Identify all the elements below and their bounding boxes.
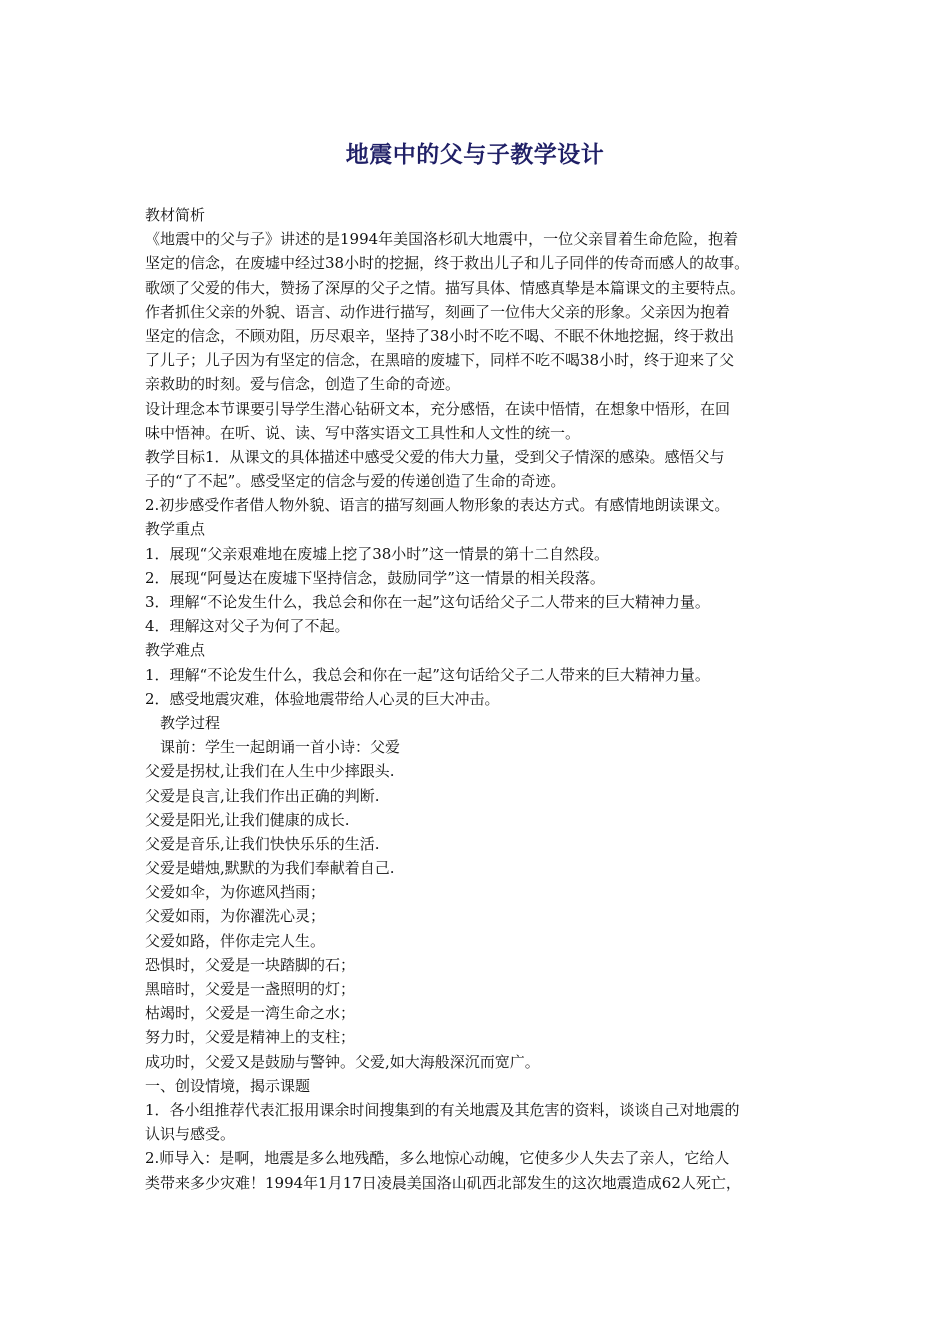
text-line: 父爱是拐杖,让我们在人生中少摔跟头.: [145, 762, 395, 781]
text-line: 作者抓住父亲的外貌、语言、动作进行描写，刻画了一位伟大父亲的形象。父亲因为抱着: [145, 302, 731, 321]
text-line: 了儿子；儿子因为有坚定的信念，在黑暗的废墟下，同样不吃不喝38小时，终于迎来了父: [145, 351, 735, 370]
text-line: 父爱如雨，为你濯洗心灵；: [145, 907, 326, 926]
text-line: 教学难点: [145, 641, 206, 660]
text-line: 教学目标1．从课文的具体描述中感受父爱的伟大力量，受到父子情深的感染。感悟父与: [145, 447, 725, 466]
text-line: 课前：学生一起朗诵一首小诗：父爱: [160, 738, 401, 757]
text-line: 枯竭时，父爱是一湾生命之水；: [145, 1004, 356, 1023]
text-line: 成功时，父爱又是鼓励与警钟。父爱,如大海般深沉而宽广。: [145, 1052, 540, 1071]
text-line: 1．展现“父亲艰难地在废墟上挖了38小时”这一情景的第十二自然段。: [145, 544, 609, 563]
text-line: 3．理解“不论发生什么，我总会和你在一起”这句话给父子二人带来的巨大精神力量。: [145, 593, 710, 611]
text-line: 父爱是音乐,让我们快快乐乐的生活.: [145, 834, 380, 853]
text-line: 教学过程: [160, 713, 221, 732]
text-line: 类带来多少灾难！1994年1月17日凌晨美国洛山矶西北部发生的这次地震造成62人死亡，: [145, 1173, 741, 1192]
text-line: 子的“了不起”。感受坚定的信念与爱的传递创造了生命的奇迹。: [145, 472, 566, 491]
text-line: 《地震中的父与子》讲述的是1994年美国洛杉矶大地震中，一位父亲冒着生命危险，抱着: [145, 230, 739, 249]
text-line: 1．理解“不论发生什么，我总会和你在一起”这句话给父子二人带来的巨大精神力量。: [145, 665, 710, 684]
text-line: 父爱是蜡烛,默默的为我们奉献着自己.: [145, 859, 395, 878]
text-line: 1．各小组推荐代表汇报用课余时间搜集到的有关地震及其危害的资料，谈谈自己对地震的: [145, 1100, 740, 1119]
text-line: 2.初步感受作者借人物外貌、语言的描写刻画人物形象的表达方式。有感情地朗读课文。: [145, 496, 730, 515]
text-line: 教学重点: [145, 520, 206, 539]
document-title: 地震中的父与子教学设计: [345, 142, 605, 168]
document-body: [145, 203, 817, 1195]
text-line: 教材简析: [145, 206, 206, 224]
text-line: 歌颂了父爱的伟大，赞扬了深厚的父子之情。描写具体、情感真挚是本篇课文的主要特点。: [145, 278, 746, 297]
text-line: 2．感受地震灾难，体验地震带给人心灵的巨大冲击。: [145, 689, 500, 708]
text-line: 认识与感受。: [145, 1125, 236, 1144]
text-line: 父爱是阳光,让我们健康的成长.: [145, 810, 350, 829]
text-line: 父爱如路，伴你走完人生。: [145, 931, 326, 950]
text-line: 一、创设情境，揭示课题: [145, 1076, 311, 1095]
text-line: 4．理解这对父子为何了不起。: [145, 617, 350, 636]
text-line: 坚定的信念，不顾劝阻，历尽艰辛，坚持了38小时不吃不喝、不眠不休地挖掘，终于救出: [145, 326, 735, 345]
text-line: 父爱如伞，为你遮风挡雨；: [145, 883, 326, 902]
text-line: 黑暗时，父爱是一盏照明的灯；: [145, 980, 356, 998]
text-line: 设计理念本节课要引导学生潜心钻研文本，充分感悟，在读中悟情，在想象中悟形，在回: [145, 399, 731, 418]
text-line: 2．展现“阿曼达在废墟下坚持信念，鼓励同学”这一情景的相关段落。: [145, 568, 605, 587]
text-line: 味中悟神。在听、说、读、写中落实语文工具性和人文性的统一。: [145, 423, 581, 442]
text-line: 2.师导入：是啊，地震是多么地残酷，多么地惊心动魄，它使多少人失去了亲人，它给人: [145, 1149, 730, 1168]
text-line: 努力时，父爱是精神上的支柱；: [145, 1028, 356, 1047]
text-line: 坚定的信念，在废墟中经过38小时的挖掘，终于救出儿子和儿子同伴的传奇而感人的故事。: [145, 254, 750, 273]
text-line: 父爱是良言,让我们作出正确的判断.: [145, 786, 380, 805]
text-line: 亲救助的时刻。爱与信念，创造了生命的奇迹。: [145, 375, 461, 394]
text-line: 恐惧时，父爱是一块踏脚的石；: [145, 955, 356, 974]
